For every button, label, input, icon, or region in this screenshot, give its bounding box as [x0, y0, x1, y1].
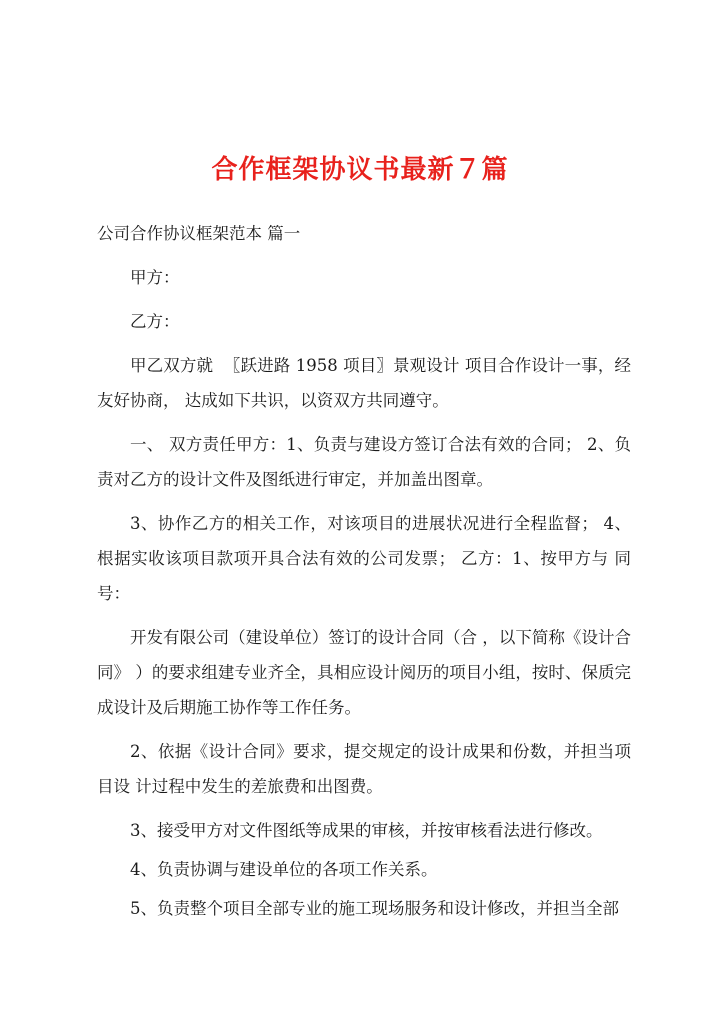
paragraph-design-contract: 开发有限公司（建设单位）签订的设计合同（合 ，以下简称《设计合同》 ）的要求组建专业齐全，具相应设计阅历的项目小组，按时、保质完成设计及后期施工协作等工作任务。	[97, 628, 631, 717]
document-body	[97, 216, 631, 930]
document-title: 合作框架协议书最新７篇	[211, 155, 509, 185]
paragraph-review: 3、接受甲方对文件图纸等成果的审核，并按审核看法进行修改。	[130, 821, 603, 840]
paragraph-party-a-duties: 一、 双方责任甲方：1、负责与建设方签订合法有效的合同； 2、负责对乙方的设计文件及图纸进行审定，并加盖出图章。	[97, 435, 631, 489]
section-heading: 公司合作协议框架范本 篇一	[97, 224, 301, 243]
party-a-line: 甲方：	[130, 268, 180, 287]
paragraph-site-service: 5、负责整个项目全部专业的施工现场服务和设计修改，并担当全部	[130, 899, 619, 918]
paragraph-coordination: 4、负责协调与建设单位的各项工作关系。	[130, 860, 438, 879]
paragraph-supervision: 3、协作乙方的相关工作，对该项目的进展状况进行全程监督； 4、根据实收该项目款项开具合法有效的公司发票； 乙方：1、按甲方与 同号：	[97, 514, 631, 603]
paragraph-deliverables: 2、依据《设计合同》要求，提交规定的设计成果和份数，并担当项目设 计过程中发生的差旅费和出图费。	[97, 742, 631, 796]
paragraph-intro: 甲乙双方就 〖跃进路 1958 项目〗景观设计 项目合作设计一事，经友好协商， 达成如下共识，以资双方共同遵守。	[97, 356, 631, 410]
party-b-line: 乙方：	[130, 312, 180, 331]
